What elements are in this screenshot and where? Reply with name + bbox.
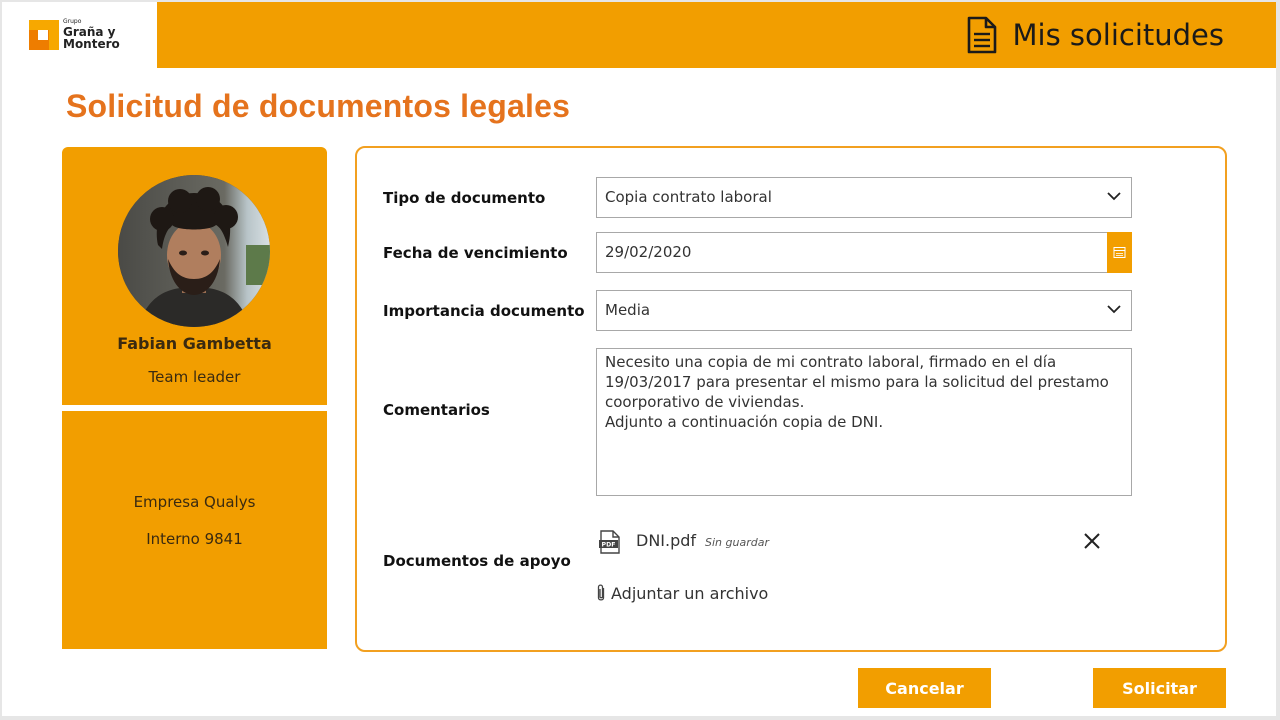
request-form	[355, 146, 1227, 652]
submit-button[interactable]: Solicitar	[1093, 668, 1226, 708]
attachment-name[interactable]: DNI.pdf	[636, 531, 697, 550]
logo-text	[63, 19, 120, 50]
importancia-select[interactable]	[596, 290, 1132, 331]
profile-name: Fabian Gambetta	[117, 334, 272, 353]
document-icon	[966, 16, 998, 54]
tipo-documento-label: Tipo de documento	[383, 189, 546, 207]
attachment-item	[599, 530, 1119, 554]
page-title: Solicitud de documentos legales	[66, 88, 571, 124]
documentos-apoyo-label: Documentos de apoyo	[383, 552, 571, 570]
company-logo	[2, 2, 157, 68]
attach-file-link[interactable]	[595, 582, 795, 604]
logo-line-2: Montero	[63, 37, 120, 51]
avatar	[118, 175, 270, 327]
header-title[interactable]: Mis solicitudes	[1012, 18, 1224, 52]
close-icon[interactable]	[1083, 532, 1101, 550]
calendar-icon	[1107, 232, 1132, 273]
paperclip-icon	[595, 583, 607, 603]
fecha-vencimiento-label: Fecha de vencimiento	[383, 244, 568, 262]
importancia-label: Importancia documento	[383, 302, 585, 320]
chevron-down-icon	[1107, 191, 1121, 201]
chevron-down-icon	[1107, 304, 1121, 314]
info-card	[62, 411, 327, 649]
profile-role: Team leader	[148, 368, 241, 386]
calendar-button[interactable]	[1107, 232, 1132, 273]
logo-mark-icon	[29, 20, 59, 50]
extension-number: Interno 9841	[146, 530, 243, 548]
company-name: Empresa Qualys	[133, 493, 256, 511]
comentarios-textarea[interactable]: Necesito una copia de mi contrato laboral, firmado en el día 19/03/2017 para presentar el mismo para la solicitud del prestamo coorporativo de viviendas. Adjunto a continuación copia de DNI.	[596, 348, 1132, 496]
comentarios-label: Comentarios	[383, 401, 490, 419]
avatar-photo-icon	[118, 175, 270, 327]
fecha-vencimiento-value: 29/02/2020	[605, 243, 692, 261]
app-window	[2, 2, 1276, 716]
importancia-value: Media	[605, 301, 651, 319]
attach-file-label: Adjuntar un archivo	[611, 584, 769, 603]
logo-line-1: Graña y	[63, 25, 116, 39]
svg-text:PDF: PDF	[601, 541, 616, 549]
fecha-vencimiento-input[interactable]	[596, 232, 1132, 273]
profile-card	[62, 147, 327, 405]
tipo-documento-value: Copia contrato laboral	[605, 188, 772, 206]
logo-small-text: Grupo	[63, 18, 82, 25]
top-bar	[157, 2, 1276, 68]
attachment-status: Sin guardar	[705, 536, 769, 549]
tipo-documento-select[interactable]	[596, 177, 1132, 218]
cancel-button[interactable]: Cancelar	[858, 668, 991, 708]
pdf-file-icon	[599, 530, 621, 554]
